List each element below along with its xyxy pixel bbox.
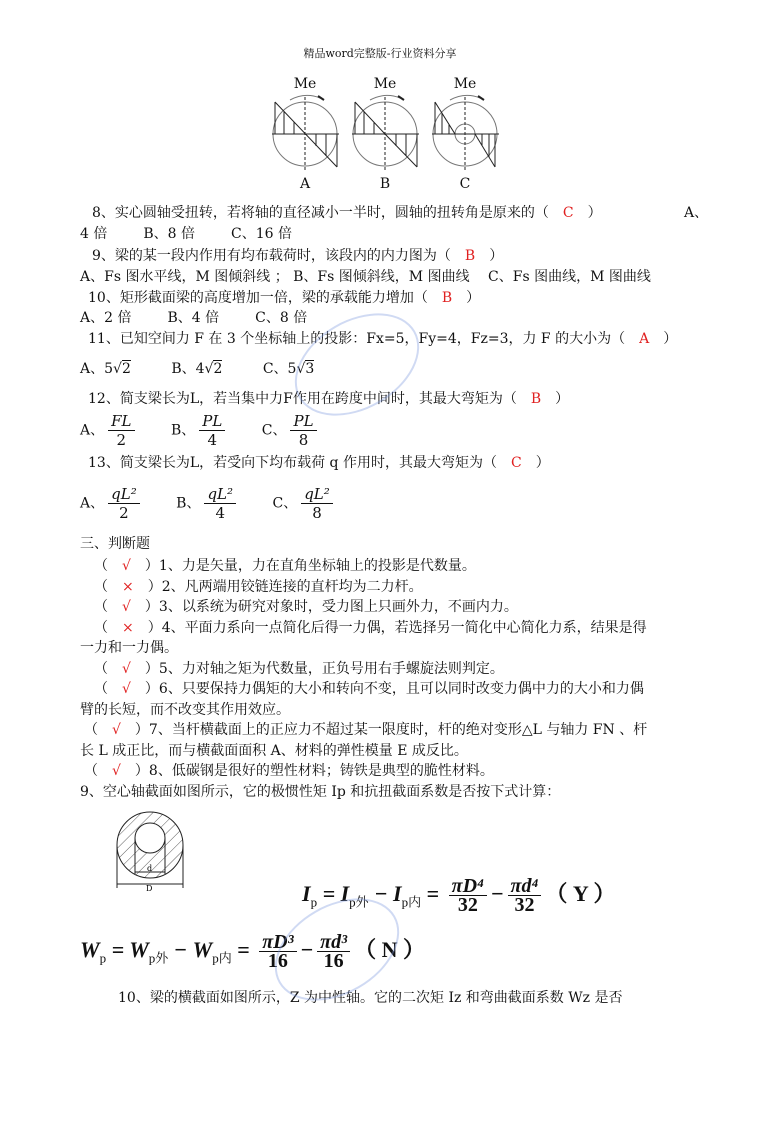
page-header: 精品word完整版-行业资料分享 — [303, 47, 457, 60]
q8-options: 4 倍 B、8 倍 C、16 倍 — [80, 226, 292, 242]
question-8: 8、实心圆轴受扭转，若将轴的直径减小一半时，圆轴的扭转角是原来的（ C ） — [92, 205, 602, 221]
judgement-9: 9、空心轴截面如图所示，它的极惯性矩 Ip 和抗扭截面系数是否按下式计算： — [80, 784, 561, 800]
q12-options: A、 $\frac{FL}{2}$ B、 $\frac{PL}{4}$ C、 $\frac{PL}{8}$ — [80, 412, 357, 449]
q10-options: A、2 倍 B、4 倍 C、8 倍 — [80, 310, 308, 326]
figure-label-c: C — [459, 176, 471, 192]
judgement-10: 10、梁的横截面如图所示，Z 为中性轴。它的二次矩 Iz 和弯曲截面系数 Wz 是否 — [118, 990, 623, 1006]
hollow-shaft-figure — [110, 810, 190, 892]
judgement-item: （ √ ）5、力对轴之矩为代数量，正负号用右手螺旋法则判定。 — [94, 660, 504, 677]
judgement-mark: × — [122, 578, 134, 595]
q11-options: A、5√2 B、4√2 C、5√3 — [80, 361, 315, 377]
judgement-continuation: 一力和一力偶。 — [80, 640, 178, 656]
answer: B — [464, 248, 476, 264]
figure-label-a: A — [299, 176, 311, 192]
judgement-item: （ √ ）1、力是矢量，力在直角坐标轴上的投影是代数量。 — [94, 558, 476, 574]
torsion-stress-figure — [262, 72, 502, 192]
question-13: 13、简支梁长为L，若受向下均布载荷 q 作用时，其最大弯矩为（ C ） — [88, 455, 550, 471]
question-10: 10、矩形截面梁的高度增加一倍，梁的承载能力增加（ B ） — [88, 290, 481, 306]
q8-option-a: A、 — [684, 205, 709, 221]
judgement-mark: √ — [122, 660, 131, 677]
answer: B — [441, 290, 453, 306]
question-12: 12、简支梁长为L，若当集中力F作用在跨度中间时，其最大弯矩为（ B ） — [88, 391, 570, 407]
moment-label: Me — [453, 76, 477, 92]
judgement-item: （ × ）2、凡两端用铰链连接的直杆均为二力杆。 — [94, 578, 423, 595]
judgement-continuation: 臂的长短，而不改变其作用效应。 — [80, 701, 290, 718]
answer: C — [510, 455, 522, 471]
judgement-mark: √ — [112, 722, 121, 738]
q9-options: A、Fs 图水平线，M 图倾斜线 ； B、Fs 图倾斜线，M 图曲线 C、Fs 图曲线，M 图曲线 — [80, 269, 651, 285]
judgement-mark: × — [122, 619, 134, 636]
moment-label: Me — [373, 76, 397, 92]
judgement-mark: √ — [122, 681, 131, 697]
judgement-mark: √ — [122, 599, 131, 615]
judgement-item: （ √ ）6、只要保持力偶矩的大小和转向不变，且可以同时改变力偶中力的大小和力偶 — [94, 681, 644, 697]
ip-formula: $I_p = I_{p外} - I_{p内}$ = $\frac{\text{πD⁴}}{32}$ − $\frac{\text{πd⁴}}{32}$ （ Y ） — [302, 875, 616, 917]
q13-options: A、 $\frac{\text{qL²}}{2}$ B、 $\frac{\text{qL²}}{4}$ C、 $\frac{\text{qL²}}{8}$ — [80, 485, 373, 522]
question-9: 9、梁的某一段内作用有均布载荷时，该段内的内力图为（ B ） — [92, 248, 504, 264]
judgement-item: （ √ ）3、以系统为研究对象时，受力图上只画外力，不画内力。 — [94, 599, 518, 615]
answer: A — [639, 331, 650, 347]
judgement-continuation: 长 L 成正比，而与横截面面积 A、材料的弹性模量 E 成反比。 — [80, 742, 468, 759]
answer: C — [562, 205, 574, 221]
section-title: 三、判断题 — [80, 536, 150, 552]
judgement-item: （ √ ）7、当杆横截面上的正应力不超过某一限度时，杆的绝对变形△L 与轴力 FN 、杆 — [84, 722, 648, 738]
question-11: 11、已知空间力 F 在 3 个坐标轴上的投影：Fx=5，Fy=4，Fz=3，力 F 的大小为（ A ） — [88, 331, 678, 347]
inner-diameter-label: d — [147, 864, 153, 873]
judgement-item: （ √ ）8、低碳钢是很好的塑性材料；铸铁是典型的脆性材料。 — [84, 763, 494, 779]
judgement-item: （ × ）4、平面力系向一点简化后得一力偶，若选择另一简化中心简化力系，结果是得 — [94, 619, 647, 636]
judgement-mark: √ — [112, 763, 121, 779]
wp-formula: $W_p = W_{p外} - W_{p内}$ = $\frac{\text{πD³}}{16}$ − $\frac{\text{πd³}}{16}$ （ N ） — [80, 931, 425, 973]
answer: B — [530, 391, 542, 407]
figure-label-b: B — [379, 176, 391, 192]
judgement-mark: √ — [122, 558, 131, 574]
outer-diameter-label: D — [146, 884, 153, 892]
moment-label: Me — [293, 76, 317, 92]
